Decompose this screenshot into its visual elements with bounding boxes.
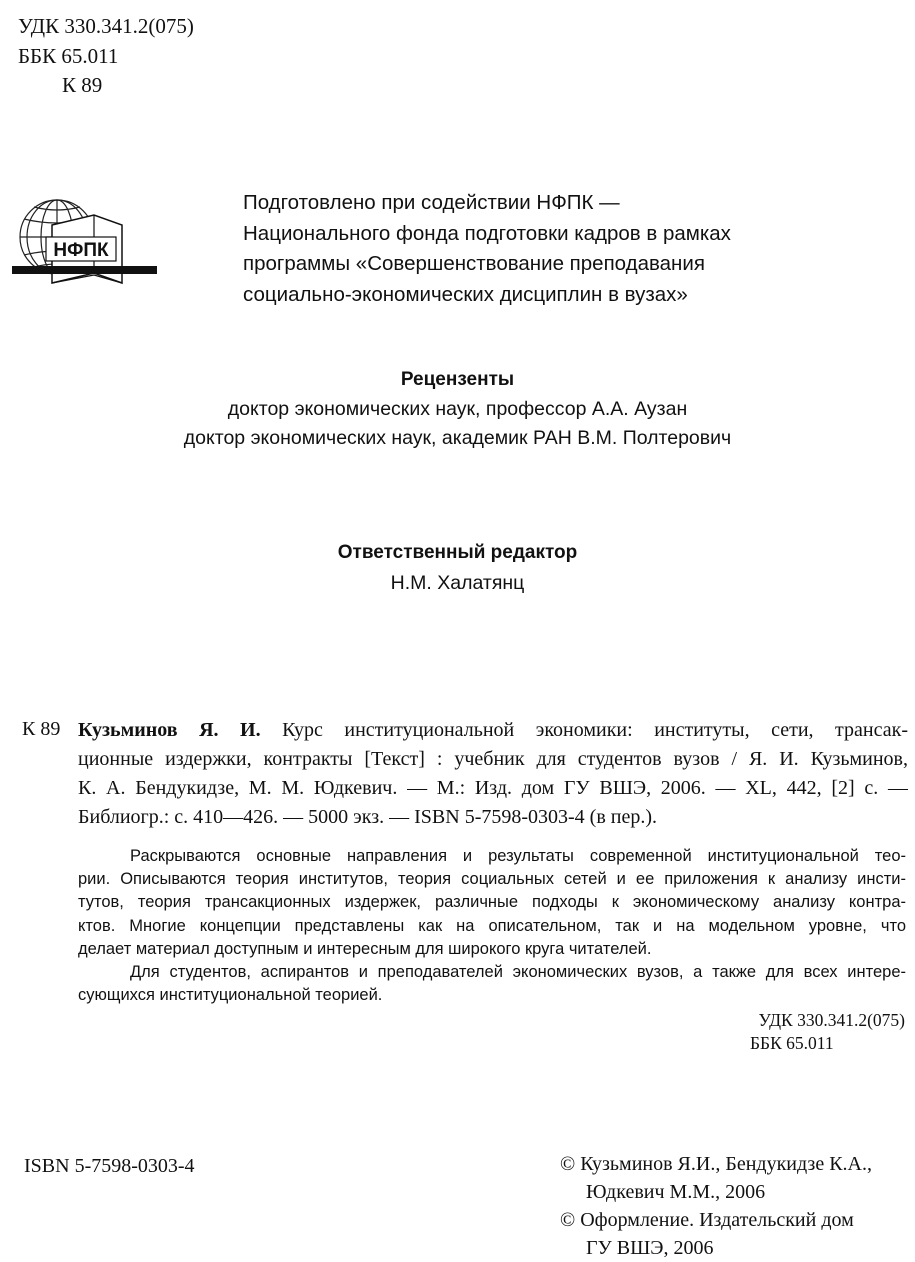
annotation-line: тутов, теория трансакционных издержек, различные подходы к экономическому анализу контра- [78, 893, 906, 912]
support-note [243, 188, 731, 310]
annotation-line: Для студентов, аспирантов и преподавателей экономических вузов, а также для всех интере- [130, 962, 906, 981]
annotation [78, 845, 906, 1007]
logo-text: НФПК [53, 240, 109, 261]
bib-line: Библиогр.: с. 410—426. — 5000 экз. — ISBN 5-7598-0303-4 (в пер.). [78, 806, 658, 828]
bbk-code: ББК 65.011 [18, 44, 119, 68]
support-line: социально-экономических дисциплин в вузах» [243, 282, 688, 306]
bib-line: ционные издержки, контракты [Текст] : учебник для студентов вузов / Я. И. Кузьминов, [78, 748, 908, 770]
copyright-line: © Оформление. Издательский дом [560, 1209, 854, 1231]
annotation-line: сующихся институциональной теорией. [78, 986, 383, 1005]
annotation-line: Раскрываются основные направления и результаты современной институциональной тео- [130, 847, 906, 865]
annotation-line: ктов. Многие концепции представлены как на описательном, так и на модельном уровне, что [78, 916, 906, 935]
copyright-line: Юдкевич М.М., 2006 [586, 1181, 766, 1203]
support-line: программы «Совершенствование преподавания [243, 252, 705, 275]
reviewer-item: доктор экономических наук, профессор А.А. Аузан [227, 398, 688, 420]
bib-author: Кузьминов Я. И. [78, 719, 261, 741]
bib-line: К. А. Бендукидзе, М. М. Юдкевич. — М.: Изд. дом ГУ ВШЭ, 2006. — XL, 442, [2] с. — [78, 777, 908, 799]
support-line: Подготовлено при содействии НФПК — [243, 191, 620, 214]
copyright-block [560, 1150, 872, 1262]
annotation-line: делает материал доступным и интересным для широкого круга читателей. [78, 939, 652, 958]
reviewer-item: доктор экономических наук, академик РАН В.М. Полтерович [183, 427, 732, 449]
udk-code-repeat: УДК 330.341.2(075) [758, 1010, 905, 1030]
bib-title: Курс институциональной экономики: институты, сети, трансак- [260, 719, 908, 741]
support-line: Национального фонда подготовки кадров в рамках [243, 221, 731, 245]
isbn: ISBN 5-7598-0303-4 [24, 1155, 195, 1177]
editor-title: Ответственный редактор [337, 542, 578, 563]
bib-author-sign: К 89 [22, 718, 61, 740]
annotation-line: рии. Описываются теория институтов, теория социальных сетей и ее приложения к анализу инсти- [78, 870, 906, 889]
bbk-code-repeat: ББК 65.011 [750, 1033, 834, 1053]
reviewers-title: Рецензенты [400, 369, 515, 390]
udk-code: УДК 330.341.2(075) [18, 14, 194, 38]
editor-name: Н.М. Халатянц [390, 572, 525, 594]
nfpk-logo [12, 195, 157, 295]
bibliographic-record [78, 716, 908, 832]
author-sign: К 89 [62, 73, 103, 97]
copyright-line: © Кузьминов Я.И., Бендукидзе К.А., [560, 1153, 872, 1175]
copyright-line: ГУ ВШЭ, 2006 [586, 1237, 714, 1259]
bib-line [78, 716, 908, 745]
